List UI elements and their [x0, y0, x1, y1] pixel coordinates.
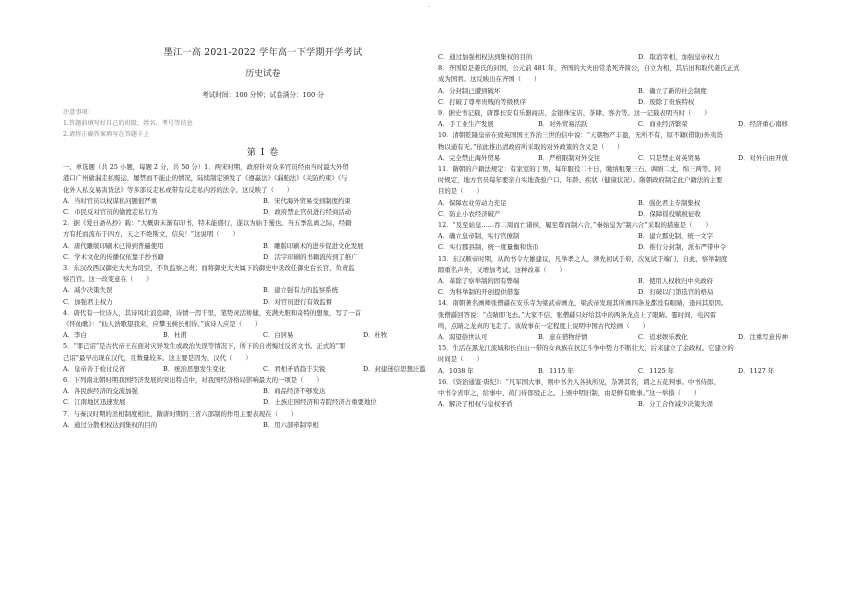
option-d: D．注重写意传神: [738, 333, 788, 342]
option-c: C．加强君主权力: [63, 297, 113, 306]
option-b: B．建立强有力的监察系统: [263, 286, 338, 295]
option-c: C．江南地区迅速发展: [63, 398, 126, 407]
question-text: 3．东汉改西汉御史大夫为司空，不负监察之责；而将御史大夫属下的御史中丞改任御史台长官，负责监: [63, 264, 355, 273]
option-b: B．对外贸易活跃: [538, 120, 588, 129]
option-a: A．皇帝善于检讨反省: [63, 364, 126, 373]
question-text: 化外人私交易害货法》等多部反走私或带有反走私内容的法令。这反映了（ ）: [63, 185, 294, 194]
question-text: 张僧繇回答说：“点睛即飞去。”大家不信，张僧繇只好给其中的两条龙点上了眼睛。霎时间，电闪雷: [438, 310, 717, 319]
option-c: C．为科举制的开创提供借鉴: [438, 288, 520, 297]
option-c: C．实行郡县制，统一度量衡和货币: [438, 243, 539, 252]
option-b: B．宋代海外贸易受到制度约束: [263, 196, 351, 205]
option-d: D．活字印刷的书籍流传到了推广: [263, 252, 358, 261]
part-title: 第 I 卷: [246, 148, 280, 159]
option-row: [438, 198, 838, 209]
option-row: [63, 241, 463, 252]
option-c: C．市民反对官员的偷渡走私行为: [63, 208, 158, 217]
option-row: [438, 276, 838, 287]
option-d: D．封建迷信思想泛滥: [363, 364, 426, 373]
question-text: 13．东汉顺帝时期，从尚书令左雄建议，凡举孝之人，须先初试于府，次复试于端门，自此，察举制度: [438, 254, 728, 263]
option-d: D．1127 年: [738, 366, 775, 375]
question-text: 成为国君。这反映出在齐国（ ）: [438, 75, 541, 84]
notes-item: 2.请将正确答案填写在答题卡上: [63, 131, 150, 139]
option-c: C．通过加强相权达到集权的目的: [438, 53, 533, 61]
option-a: A．渴望俗世认可: [438, 333, 488, 342]
option-c: C．学术文化的传播仅依靠手抄书籍: [63, 252, 164, 261]
question-text: 中书令省审之，给事中、黄门侍郎驳正之。上颁中明旧制，由是鲜有败事。”这一举措（ ）: [438, 389, 701, 398]
question-text: 《怀仙歌》：“仙人浩歌望我来，应攀玉树长相待。”该诗人应是（ ）: [63, 320, 262, 329]
question-text: 15．生活在黑龙江流域和长白山一带的女真族在抗辽斗争中势力不断壮大，后来建立了金政权。它建立的: [438, 344, 734, 353]
option-d: D．取消宰相，加强皇帝权力: [638, 53, 720, 61]
option-row: [438, 332, 838, 343]
question-text: 9．据史书记载，唐都长安有乐器商店、金银珠宝店、茶肆、客舍等。这一记载表明当时（ ）: [438, 109, 711, 118]
question-text: 4．唐代有一位诗人，其诗风壮浪恣肆，诗情一泻千里，笔势灵活矫健，充满夫胆和奇特的想象，写了一首: [63, 308, 362, 317]
option-d: D．对外自由开放: [738, 153, 788, 162]
question-text: 14．南朝著名画师张僧繇在安乐寺为梁武帝画龙，梁武帝发现其所画四条龙都没有眼睛，逢问其原因。: [438, 299, 728, 308]
option-b: B．用六部牵制宰相: [263, 420, 319, 429]
option-a: A．当时官员以权谋私问题很严重: [63, 196, 158, 205]
option-b: B．雕版印刷术的进步促进文化发展: [263, 241, 364, 250]
option-row: [63, 420, 463, 431]
option-row: [438, 399, 838, 410]
option-b: B．杜甫: [163, 331, 187, 340]
option-a: A．唐代雕版印刷术已得到普遍使用: [63, 241, 164, 250]
option-row: [63, 397, 463, 408]
question-text: 目的是（ ）: [438, 187, 483, 196]
option-d: D．政府禁止官员进行经商活动: [263, 208, 352, 217]
option-row: [63, 207, 463, 218]
option-row: [438, 153, 838, 164]
option-b: B．严格限制对外交往: [538, 153, 601, 162]
option-row: [63, 364, 463, 375]
option-row: [438, 97, 838, 108]
question-text: 鸣，点睛之龙真的飞走了。该故事在一定程度上说明中国古代绘画（ ）: [438, 321, 649, 330]
option-a: A．确立皇帝制，实行官僚制: [438, 232, 520, 241]
question-text: 时规定，地方官员每年要亲自实地查验户口、年龄、疾状（健康状况）。隋朝政府制定此户籍法的主要: [438, 176, 723, 185]
question-text: 8．齐国原是姜氏的封国，公元前 481 年，齐国的大夫田常杀死齐简公，自立为相，其后田和取代姜氏正式: [438, 64, 740, 73]
option-row: [438, 242, 838, 253]
option-b: B．确立了新的社会制度: [638, 86, 707, 95]
option-c: C．1125 年: [638, 366, 674, 375]
notes-section: [63, 107, 463, 140]
option-a: A．李白: [63, 331, 87, 340]
option-b: B．强化君主专制集权: [638, 198, 701, 207]
question-text: 一、单选题（共 25 小题，每题 2 分，共 50 分）1．两宋时期，政府针对众多官员经由当时最大外贸: [63, 163, 349, 172]
option-d: D．土族庄园经济和寺院经济占重要地位: [263, 398, 377, 407]
question-text: 物以通有无。”依此推出清政府所采取的对外政策的含义是（ ）: [438, 142, 624, 151]
exam-meta: 考试时间：100 分钟；试卷满分：100 分: [202, 91, 324, 99]
exam-subject: 历史试卷: [245, 69, 281, 79]
question-text: 12．“及至始皇……吞二周而亡诸侯，履至尊而制六合，”秦始皇为“制六合”采取的措施是（ ）: [438, 221, 712, 230]
option-row: [63, 386, 463, 397]
question-text: 己诏”最早出现在汉代，且数量较多。这主要是因为，汉代（ ）: [63, 353, 252, 362]
option-row: [63, 196, 463, 207]
question-text: 方有托而流布于四方，天之不绝斯文，信矣！”这说明（ ）: [63, 230, 239, 239]
option-row: [63, 297, 463, 308]
option-a: A．通过分散相权达到集权的目的: [63, 420, 158, 429]
question-text: 隙重名声外，又增加考试。这种改革（ ）: [438, 265, 566, 274]
question-text: 11．隋朝的户籍法规定：有家室的丁男，每年服役二十日，缴纳租粟三石、调绢二丈、绵三两等。同: [438, 165, 721, 174]
option-row: [438, 119, 838, 130]
option-row: [438, 231, 838, 242]
exam-title: 墨江一高 2021-2022 学年高一下学期开学考试: [163, 47, 363, 58]
option-b: B．商品经济不够发达: [263, 387, 326, 396]
option-a: A．保障农业劳动力充足: [438, 198, 507, 207]
question-text: 7．与秦汉时期的丞相制度相比，隋唐时期的三省六部制的作用主要表现在（ ）: [63, 409, 298, 418]
option-b: B．1115 年: [538, 366, 574, 375]
option-row: [63, 252, 463, 263]
option-b: B．意在借物抒情: [538, 333, 588, 342]
option-b: B．建立郡史制，统一文字: [638, 232, 713, 241]
option-b: B．统治思想发生变化: [163, 364, 226, 373]
option-c: C．追求娱乐教化: [638, 333, 688, 342]
option-row: [63, 330, 463, 341]
option-c: C．君相矛盾趋于尖锐: [263, 364, 326, 373]
option-b: B．使用人权收归中央政府: [638, 277, 713, 286]
question-text: 时间是（ ）: [438, 355, 483, 364]
option-a: A．革除了察举制的固有弊端: [438, 277, 520, 286]
option-c: C．防止小农经济破产: [438, 209, 501, 218]
option-d: D．打破以门第选官的格局: [638, 288, 714, 297]
option-d: D．对官员进行有效监督: [263, 297, 333, 306]
right-column: [438, 0, 838, 411]
notes-item: 1.答题前填写好自己的班级、姓名、考号等信息: [63, 120, 193, 128]
option-a: A．减少决策失误: [63, 286, 113, 295]
option-row: [438, 209, 838, 220]
option-d: D．推行分封制，派布严带申令: [638, 243, 727, 252]
option-b: B．分工合作减少决策失误: [638, 400, 713, 409]
option-a: A．各民族经济的交流加强: [63, 387, 138, 396]
page-mark: ·: [428, 4, 430, 11]
notes-heading: 注意事项：: [63, 109, 94, 117]
question-text: 港口广州偷漏走私贩运，屡禁而不能止的情况，陆续制定颁发了《遵赢法》《漏舶法》《关防约束》《与: [63, 174, 348, 183]
option-row: [438, 52, 838, 63]
option-d: D．经济重心南移: [738, 120, 788, 129]
option-c: C．白居易: [263, 331, 294, 340]
question-text: 2．据《爱日斋丛抄》载：“大概唐末渐有印书，特未能盛行，遂以为始于蜀也。当五季乱离之际，经籍: [63, 219, 352, 228]
option-c: C．只是禁止对英贸易: [638, 153, 701, 162]
option-c: C．打破了尊卑贵贱的等级秩序: [438, 97, 526, 106]
option-row: [63, 285, 463, 296]
option-d: D．废除了贵族特权: [638, 97, 695, 106]
option-a: A．1038 年: [438, 366, 474, 375]
question-text: 10．清朝乾隆皇帝在致英国国王乔治三世的信中说：“天朝物产丰盈，无所不有，原不籍(借助)外夷货: [438, 131, 723, 140]
option-a: A．分封制已遭到破坏: [438, 86, 501, 95]
option-c: C．商业经济繁荣: [638, 120, 688, 129]
option-a: A．手工业生产发展: [438, 120, 494, 129]
question-text: 16．《资治通鉴·唐纪》：“凡军国大事，则中书舍人各执所见，杂署其名，谓之五花判事。中书侍郎、: [438, 377, 720, 386]
option-d: D．保障徭役赋税征收: [638, 209, 701, 218]
question-text: 察百官。这一改变意在（ ）: [63, 275, 153, 284]
option-row: [438, 86, 838, 97]
option-a: A．完全禁止海外贸易: [438, 153, 501, 162]
option-row: [438, 366, 838, 377]
option-d: D．杜牧: [363, 331, 388, 340]
option-row: [438, 287, 838, 298]
question-text: 5．“罪己诏”是古代帝王在面对灾异发生或政治失误等情况下，所下的自责悔过反省文书。正式的“罪: [63, 342, 346, 351]
question-text: 6．下列南北朝时期我国经济发展的突出特点中，对我国经济格局影响最大的一项是（ ）: [63, 376, 323, 385]
left-column: [63, 0, 463, 431]
option-a: A．解决了相权与皇权矛盾: [438, 400, 513, 409]
